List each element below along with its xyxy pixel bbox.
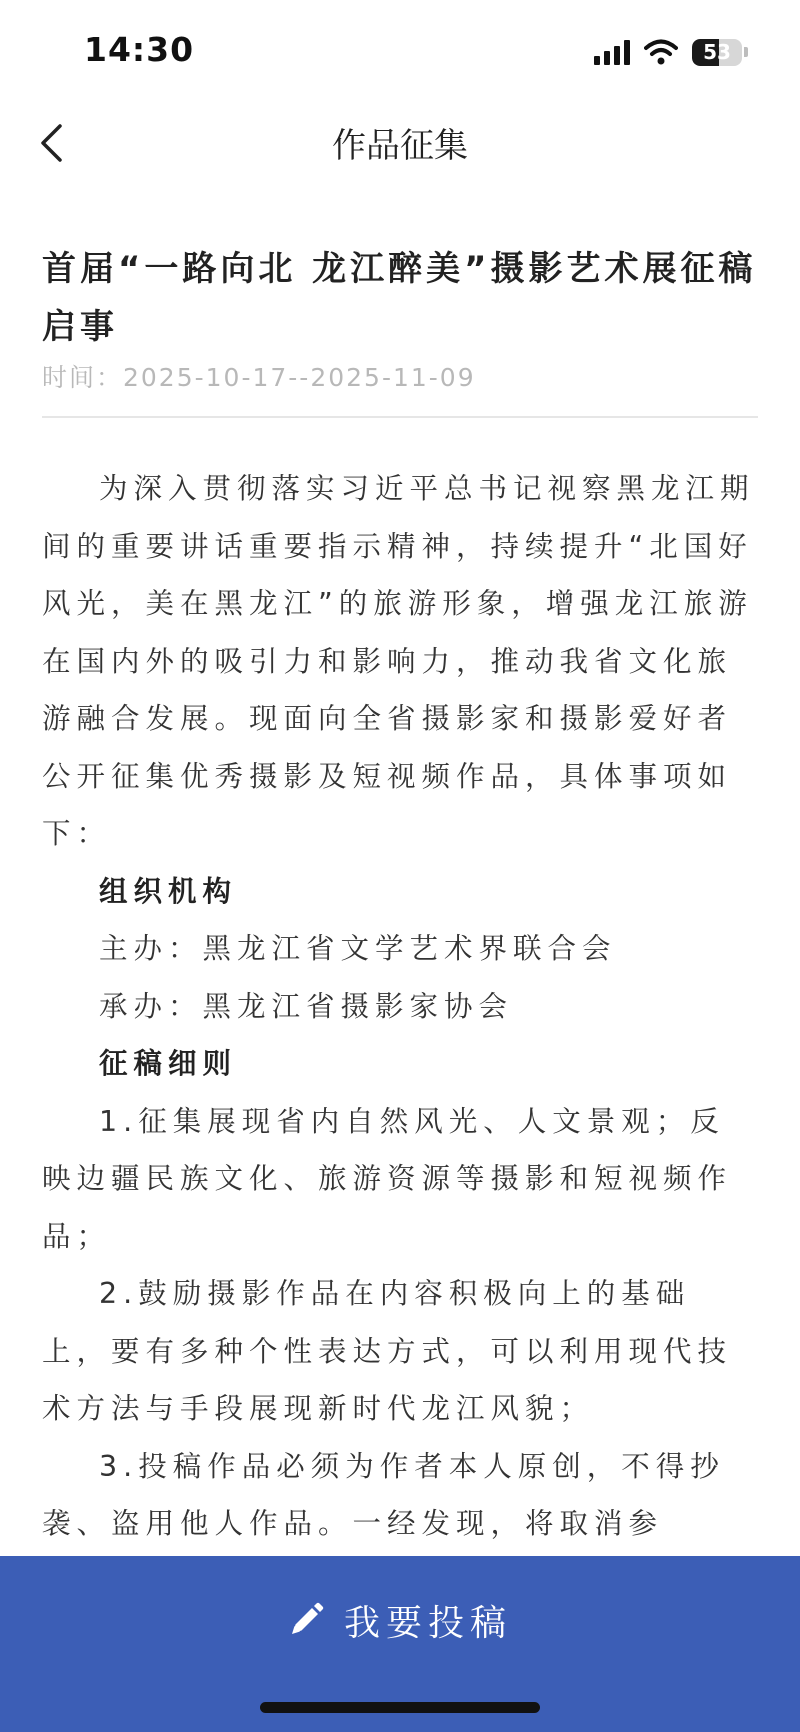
submit-content[interactable] <box>0 1590 800 1650</box>
article-paragraph: 主办：黑龙江省文学艺术界联合会 <box>99 932 617 965</box>
status-bar <box>0 0 800 100</box>
battery-tip <box>744 47 748 57</box>
section-heading: 组织机构 <box>99 874 238 908</box>
battery-icon <box>692 39 742 66</box>
home-indicator <box>260 1702 540 1713</box>
article-paragraph: 2.鼓励摄影作品在内容积极向上的基础上，要有多种个性表达方式，可以利用现代技术方法与手段展现新时代龙江风貌； <box>42 1277 733 1425</box>
pencil-icon <box>288 1602 324 1638</box>
article-paragraph: 1.征集展现省内自然风光、人文景观；反映边疆民族文化、旅游资源等摄影和短视频作品； <box>42 1104 733 1253</box>
divider <box>42 416 758 418</box>
article-time: 时间：2025-10-17--2025-11-09 <box>42 363 476 392</box>
article <box>42 240 758 1553</box>
article-body <box>42 460 758 1553</box>
battery-level: 53 <box>703 40 731 64</box>
wifi-icon <box>644 39 678 65</box>
nav-title: 作品征集 <box>332 126 468 166</box>
nav-bar <box>0 100 800 190</box>
article-title: 首届“一路向北 龙江醉美”摄影艺术展征稿启事 <box>42 249 757 347</box>
article-paragraph: 3.投稿作品必须为作者本人原创，不得抄袭、盗用他人作品。一经发现，将取消参 <box>42 1449 725 1540</box>
submit-label: 我要投稿 <box>343 1602 512 1644</box>
status-icons <box>594 36 748 68</box>
status-time: 14:30 <box>84 30 195 69</box>
section-heading: 征稿细则 <box>99 1047 238 1080</box>
signal-icon <box>594 39 630 65</box>
article-paragraph: 承办：黑龙江省摄影家协会 <box>99 989 514 1023</box>
article-paragraph: 为深入贯彻落实习近平总书记视察黑龙江期间的重要讲话重要指示精神，持续提升“北国好风光，美在黑龙江”的旅游形象，增强龙江旅游在国内外的吸引力和影响力，推动我省文化旅游融合发展。现面向全省摄影家和摄影爱好者公开征集优秀摄影及短视频作品，具体事项如下： <box>42 472 755 850</box>
